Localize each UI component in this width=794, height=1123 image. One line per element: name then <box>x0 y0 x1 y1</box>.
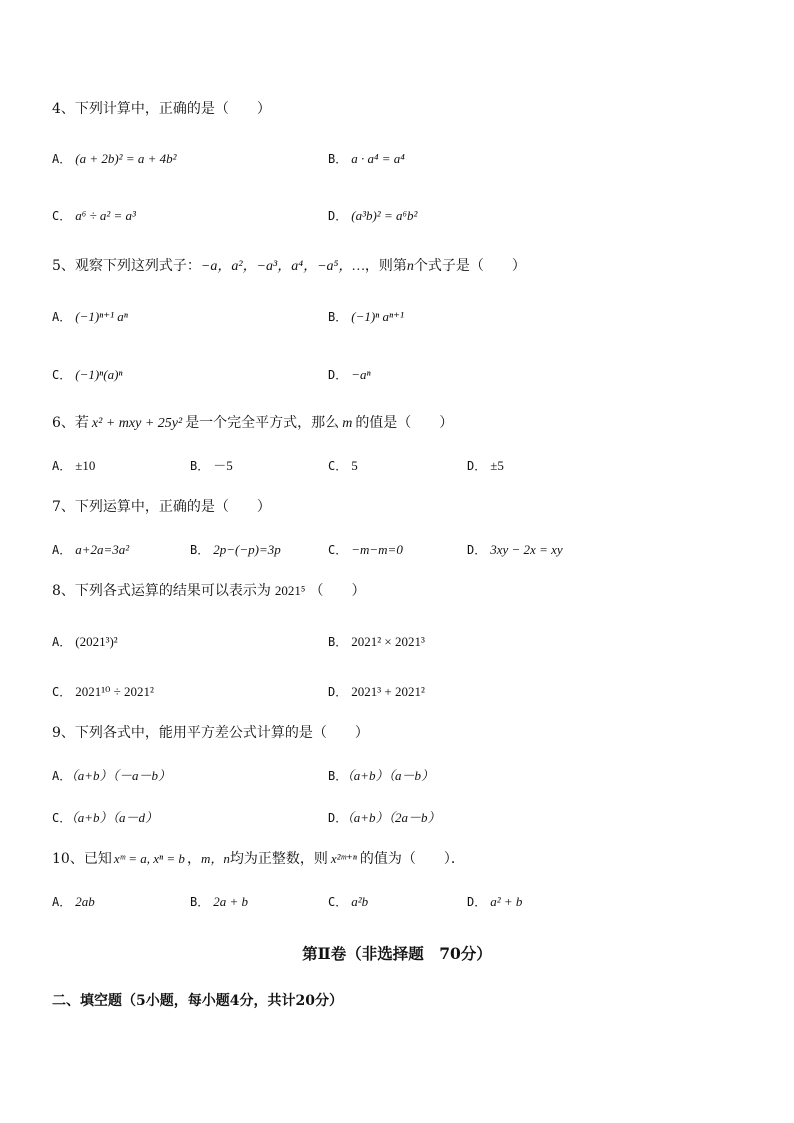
option-expr: （a+b）（2a－b） <box>347 810 441 825</box>
option-expr: a⁶ ÷ a² = a³ <box>75 208 136 223</box>
option-label: C． <box>52 368 72 382</box>
stem-var: n <box>406 259 414 274</box>
option-expr: −aⁿ <box>351 367 371 382</box>
q6-option-b[interactable] <box>190 457 233 475</box>
stem-text: 6、若 <box>52 415 89 431</box>
option-label: A． <box>52 152 72 166</box>
option-label: C． <box>328 543 348 557</box>
stem-var: m <box>342 416 353 431</box>
option-label: B． <box>328 310 348 324</box>
section-subtitle: 二、填空题（5小题，每小题4分，共计20分） <box>52 993 343 1009</box>
stem-math: −a，a²，−a³，a⁴，−a⁵，… <box>200 259 365 274</box>
option-expr: 5 <box>351 458 358 473</box>
stem-text: （ ） <box>309 583 366 599</box>
question-7-stem: 7、下列运算中，正确的是（ ） <box>52 499 271 515</box>
question-10-stem <box>52 850 465 868</box>
q10-option-c[interactable] <box>328 893 368 911</box>
q6-option-c[interactable] <box>328 457 358 475</box>
stem-text: ， <box>186 851 201 867</box>
stem-math: x²ᵐ⁺ⁿ <box>330 851 357 866</box>
q6-option-d[interactable] <box>467 457 504 475</box>
option-expr: （a+b）（a－d） <box>71 810 159 825</box>
option-expr: 2a + b <box>213 894 249 909</box>
stem-text: 10、已知 <box>52 851 112 867</box>
q9-option-c[interactable] <box>52 809 158 827</box>
option-label: A． <box>52 459 72 473</box>
option-expr: a · a⁴ = a⁴ <box>351 151 405 166</box>
option-expr: 2021² × 2021³ <box>351 634 425 649</box>
q10-option-a[interactable] <box>52 893 95 911</box>
option-expr: －5 <box>213 458 233 473</box>
option-label: D． <box>328 209 348 223</box>
q5-option-d[interactable] <box>328 366 371 384</box>
option-label: A． <box>52 769 72 783</box>
question-4-stem: 4、下列计算中，正确的是（ ） <box>52 101 271 117</box>
option-label: B． <box>190 543 210 557</box>
option-expr: (a³b)² = a⁶b² <box>351 208 418 223</box>
option-label: D． <box>328 685 348 699</box>
option-label: A． <box>52 310 72 324</box>
option-expr: (−1)ⁿ(a)ⁿ <box>75 367 123 382</box>
stem-text: 个式子是（ ） <box>413 258 526 274</box>
section-title: 第Ⅱ卷（非选择题 70分） <box>302 944 492 963</box>
option-label: B． <box>328 635 348 649</box>
stem-math: 2021⁵ <box>274 583 306 598</box>
stem-vars: m，n <box>200 851 230 866</box>
q4-option-c[interactable] <box>52 207 136 225</box>
option-expr: 2021¹⁰ ÷ 2021² <box>75 684 154 699</box>
q10-option-d[interactable] <box>467 893 522 911</box>
stem-text: 是一个完全平方式，那么 <box>185 415 340 431</box>
q5-option-c[interactable] <box>52 366 123 384</box>
option-expr: 2021³ + 2021² <box>351 684 425 699</box>
option-label: D． <box>328 368 348 382</box>
option-label: C． <box>52 209 72 223</box>
option-expr: a² + b <box>490 894 523 909</box>
option-expr: ±10 <box>75 458 96 473</box>
q9-option-a[interactable] <box>52 767 171 785</box>
question-8-stem <box>52 582 365 600</box>
stem-text: 5、观察下列这列式子： <box>52 258 201 274</box>
option-label: B． <box>328 152 348 166</box>
option-label: D． <box>328 811 348 825</box>
q8-option-c[interactable] <box>52 683 154 701</box>
q9-option-b[interactable] <box>328 767 434 785</box>
option-expr: (a + 2b)² = a + 4b² <box>75 151 177 166</box>
q4-option-b[interactable] <box>328 150 405 168</box>
option-expr: (−1)ⁿ⁺¹ aⁿ <box>75 309 128 324</box>
option-label: C． <box>328 895 348 909</box>
option-label: A． <box>52 895 72 909</box>
q6-option-a[interactable] <box>52 457 95 475</box>
option-label: B． <box>190 895 210 909</box>
question-6-stem <box>52 414 453 433</box>
option-label: A． <box>52 543 72 557</box>
option-expr: 2p−(−p)=3p <box>213 542 281 557</box>
option-expr: a+2a=3a² <box>75 542 130 557</box>
q4-option-a[interactable] <box>52 150 177 168</box>
q7-option-c[interactable] <box>328 541 403 559</box>
stem-text: 均为正整数，则 <box>229 851 328 867</box>
stem-text: 的值为（ ）． <box>359 851 465 867</box>
q9-option-d[interactable] <box>328 809 441 827</box>
q5-option-b[interactable] <box>328 308 404 326</box>
option-label: D． <box>467 895 487 909</box>
option-expr: (2021³)² <box>75 634 118 649</box>
option-expr: (−1)ⁿ aⁿ⁺¹ <box>351 309 404 324</box>
question-5-stem <box>52 257 526 276</box>
option-expr: 3xy − 2x = xy <box>490 542 563 557</box>
q8-option-d[interactable] <box>328 683 425 701</box>
option-label: C． <box>52 685 72 699</box>
option-label: A． <box>52 635 72 649</box>
q5-option-a[interactable] <box>52 308 128 326</box>
stem-text: ，则第 <box>364 258 407 274</box>
option-label: B． <box>328 769 348 783</box>
q7-option-d[interactable] <box>467 541 563 559</box>
question-9-stem: 9、下列各式中，能用平方差公式计算的是（ ） <box>52 725 369 741</box>
option-label: C． <box>328 459 348 473</box>
stem-text: 8、下列各式运算的结果可以表示为 <box>52 583 271 599</box>
option-label: B． <box>190 459 210 473</box>
option-expr: −m−m=0 <box>351 542 403 557</box>
option-label: D． <box>467 543 487 557</box>
option-label: D． <box>467 459 487 473</box>
q10-option-b[interactable] <box>190 893 248 911</box>
option-expr: a²b <box>351 894 369 909</box>
q7-option-b[interactable] <box>190 541 281 559</box>
q4-option-d[interactable] <box>328 207 417 225</box>
option-label: C． <box>52 811 72 825</box>
stem-text: 的值是（ ） <box>355 415 454 431</box>
q8-option-b[interactable] <box>328 633 425 651</box>
option-expr: （a+b）（a－b） <box>347 768 435 783</box>
stem-math: xᵐ = a, xⁿ = b <box>113 851 185 866</box>
option-expr: 2ab <box>75 894 95 909</box>
q8-option-a[interactable] <box>52 633 118 651</box>
option-expr: ±5 <box>490 458 504 473</box>
option-expr: （a+b）（－a－b） <box>71 768 172 783</box>
q7-option-a[interactable] <box>52 541 129 559</box>
stem-math: x² + mxy + 25y² <box>91 416 183 431</box>
